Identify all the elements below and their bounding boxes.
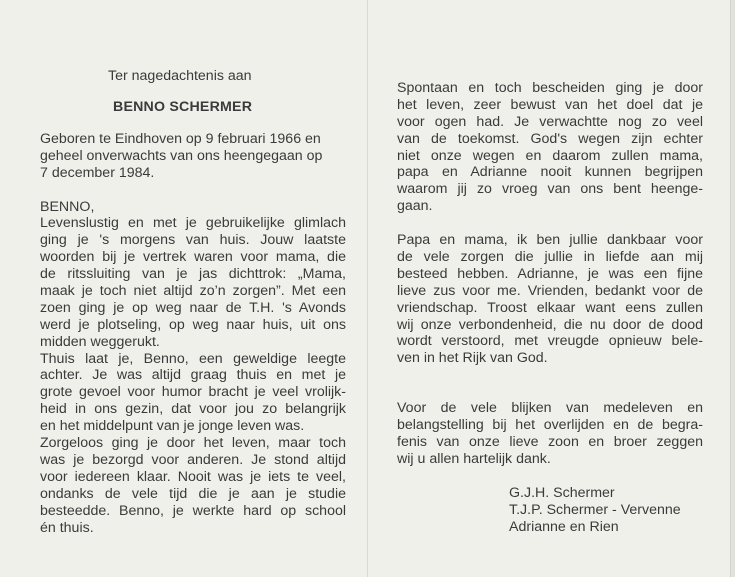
- text-line: zoen ging je op weg naar de T.H. 's Avonds: [40, 299, 346, 316]
- text-line: achter. Je was altijd graag thuis en met je: [40, 367, 346, 384]
- birth-death-text: [40, 131, 346, 182]
- right-panel: [397, 80, 703, 536]
- text-line: de vele zorgen die jullie in liefde aan mij: [397, 249, 703, 266]
- signer-name: G.J.H. Schermer: [509, 484, 615, 501]
- intro-text: Ter nagedachtenis aan: [108, 68, 252, 84]
- text-line: wij onze verbondenheid, die nu door de dood: [397, 316, 703, 333]
- text-line: voor iedereen klaar. Nooit was je iets te veel,: [40, 468, 346, 485]
- signers: [509, 485, 703, 536]
- left-panel: [40, 68, 346, 536]
- paragraph-papa-mama: [397, 232, 703, 367]
- text-line: en het middelpunt van je jonge leven was.: [40, 418, 305, 435]
- card-fold-line: [367, 0, 368, 577]
- text-line: én thuis.: [40, 519, 94, 536]
- text-line: maak je toch niet altijd zo’n zorgen”. Met een: [40, 283, 346, 299]
- text-line: papa en Adrianne nooit kunnen begrijpen: [397, 164, 703, 181]
- text-line: belangstelling bij het overlijden en de begra-: [397, 417, 703, 434]
- deceased-name: BENNO SCHERMER: [113, 98, 253, 115]
- text-line: Zorgeloos ging je door het leven, maar toch: [40, 435, 346, 452]
- text-line: ven in het Rijk van God.: [397, 350, 548, 367]
- text-line: geheel onverwachts van ons heengegaan op: [40, 147, 323, 164]
- text-line: Geboren te Eindhoven op 9 februari 1966 en: [40, 130, 321, 147]
- card-edge: [730, 0, 735, 577]
- text-line: waarom jij zo vroeg van ons bent heenge-: [397, 181, 703, 198]
- text-line: Spontaan en toch bescheiden ging je door: [397, 80, 703, 96]
- text-line: ondanks de vele tijd die je aan je studie: [40, 485, 346, 502]
- text-line: heid in ons gezin, dat voor jou zo belangrijk: [40, 401, 346, 418]
- text-line: lieve zus voor me. Vrienden, bedankt voor de: [397, 282, 703, 299]
- text-line: fenis van onze lieve zoon en broer zeggen: [397, 434, 703, 451]
- text-line: Voor de vele blijken van medeleven en: [397, 400, 703, 417]
- memorial-body: [40, 215, 346, 536]
- text-line: midden weggerukt.: [40, 333, 160, 350]
- text-line: besteedde. Benno, je werkte hard op school: [40, 502, 346, 519]
- text-line: woorden bij je vertrek waren voor mama, die: [40, 249, 346, 266]
- signer-name: T.J.P. Schermer - Vervenne: [509, 501, 681, 518]
- text-line: niet onze wegen en daarom zullen mama,: [397, 147, 703, 164]
- text-line: ging je 's morgens van huis. Jouw laatste: [40, 232, 346, 249]
- text-line: van de toekomst. God's wegen zijn echter: [397, 130, 703, 147]
- greeting: BENNO,: [40, 198, 95, 215]
- thank-you-text: [397, 400, 703, 468]
- paragraph-spontaan: [397, 80, 703, 215]
- text-line: werd je plotseling, op weg naar huis, uit ons: [40, 316, 346, 333]
- text-line: Levenslustig en met je gebruikelijke glimlach: [40, 215, 346, 232]
- text-line: besteed hebben. Adrianne, je was een fijne: [397, 265, 703, 282]
- text-line: de ritssluiting van je jas dichttrok: „Mama,: [40, 266, 346, 283]
- text-line: was je bezorgd voor anderen. Je stond altijd: [40, 451, 346, 468]
- text-line: Thuis laat je, Benno, een geweldige leegte: [40, 350, 346, 367]
- signer-name: Adrianne en Rien: [509, 518, 619, 535]
- text-line: Papa en mama, ik ben jullie dankbaar voor: [397, 232, 703, 249]
- text-line: grote gevoel voor humor bracht je veel vrolijk-: [40, 384, 346, 401]
- text-line: vriendschap. Troost elkaar want eens zullen: [397, 299, 703, 316]
- text-line: voor ogen had. Je verwachtte nog zo veel: [397, 113, 703, 130]
- text-line: 7 december 1984.: [40, 164, 155, 181]
- text-line: wij u allen hartelijk dank.: [397, 450, 551, 467]
- text-line: het leven, zeer bewust van het doel dat je: [397, 96, 703, 113]
- text-line: wordt verstoord, met vreugde opnieuw bele-: [397, 333, 703, 350]
- text-line: gaan.: [397, 198, 433, 215]
